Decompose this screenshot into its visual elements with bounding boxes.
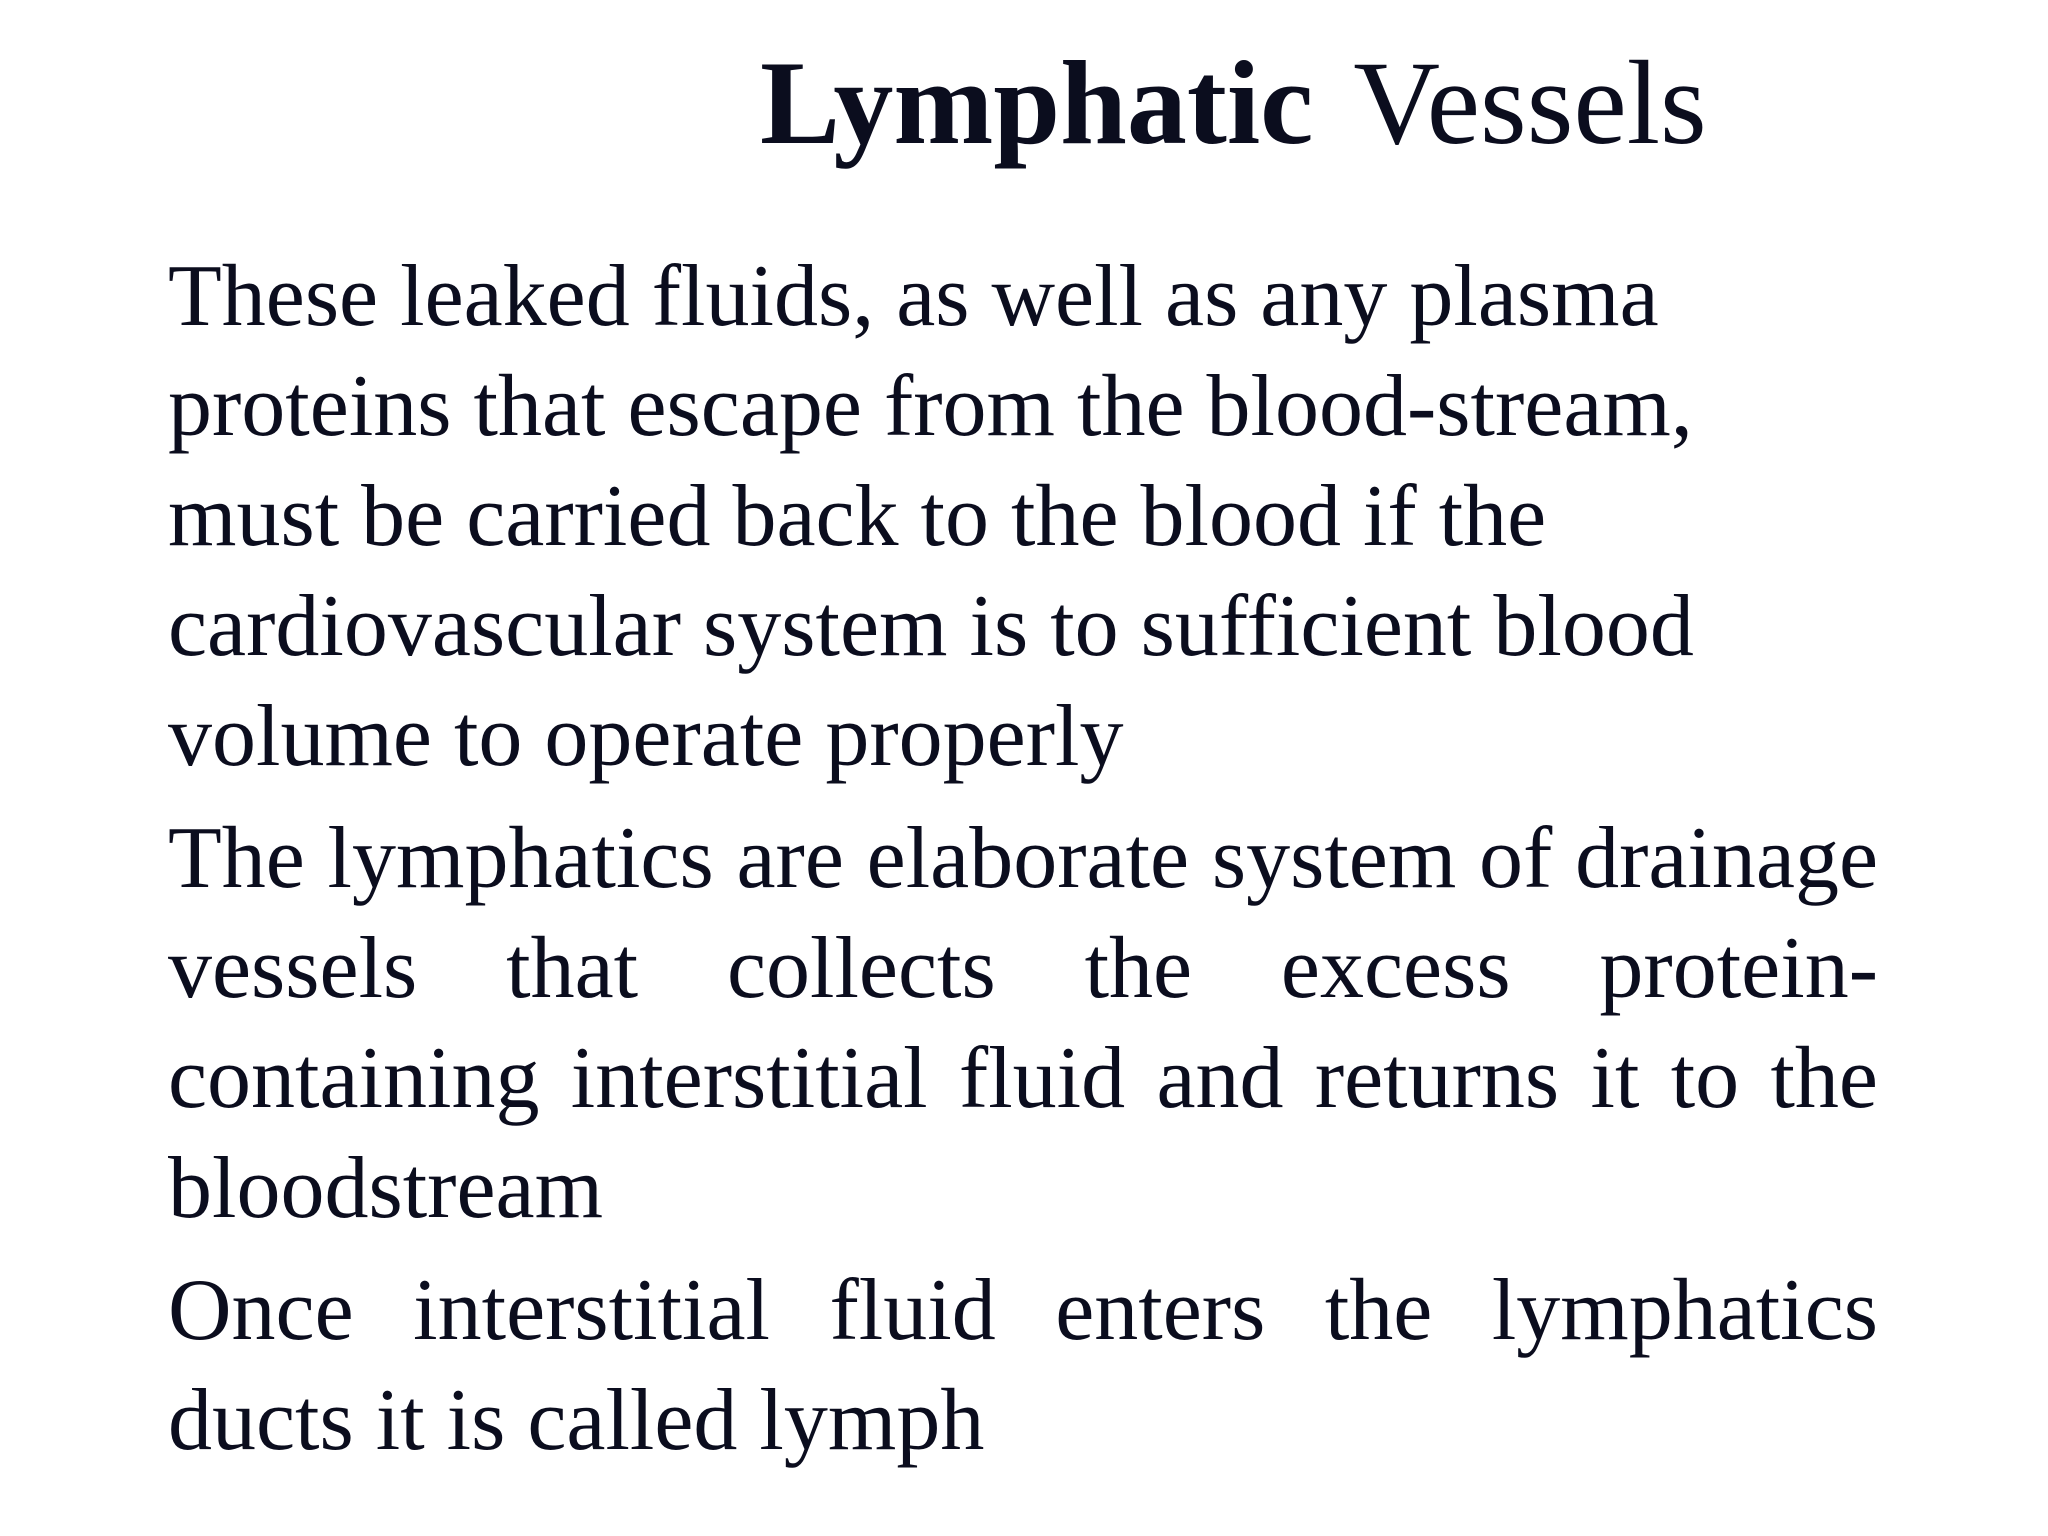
paragraph-2: The lymphatics are elaborate system of drainage vessels that collects the excess protein-containing interstitial fluid and returns it to the bloodstream [168,810,1878,1237]
paragraph-3: Once interstitial fluid enters the lymphatics ducts it is called lymph [168,1262,1878,1469]
title-regular: Vessels [1353,36,1707,169]
slide-title [760,38,1707,168]
slide-content [168,242,1878,1476]
title-bold: Lymphatic [760,36,1314,169]
paragraph-1: These leaked fluids, as well as any plasma proteins that escape from the blood-stream, must be carried back to the blood if the cardiovascular system is to sufficient blood volume to operate properly [168,248,1694,785]
